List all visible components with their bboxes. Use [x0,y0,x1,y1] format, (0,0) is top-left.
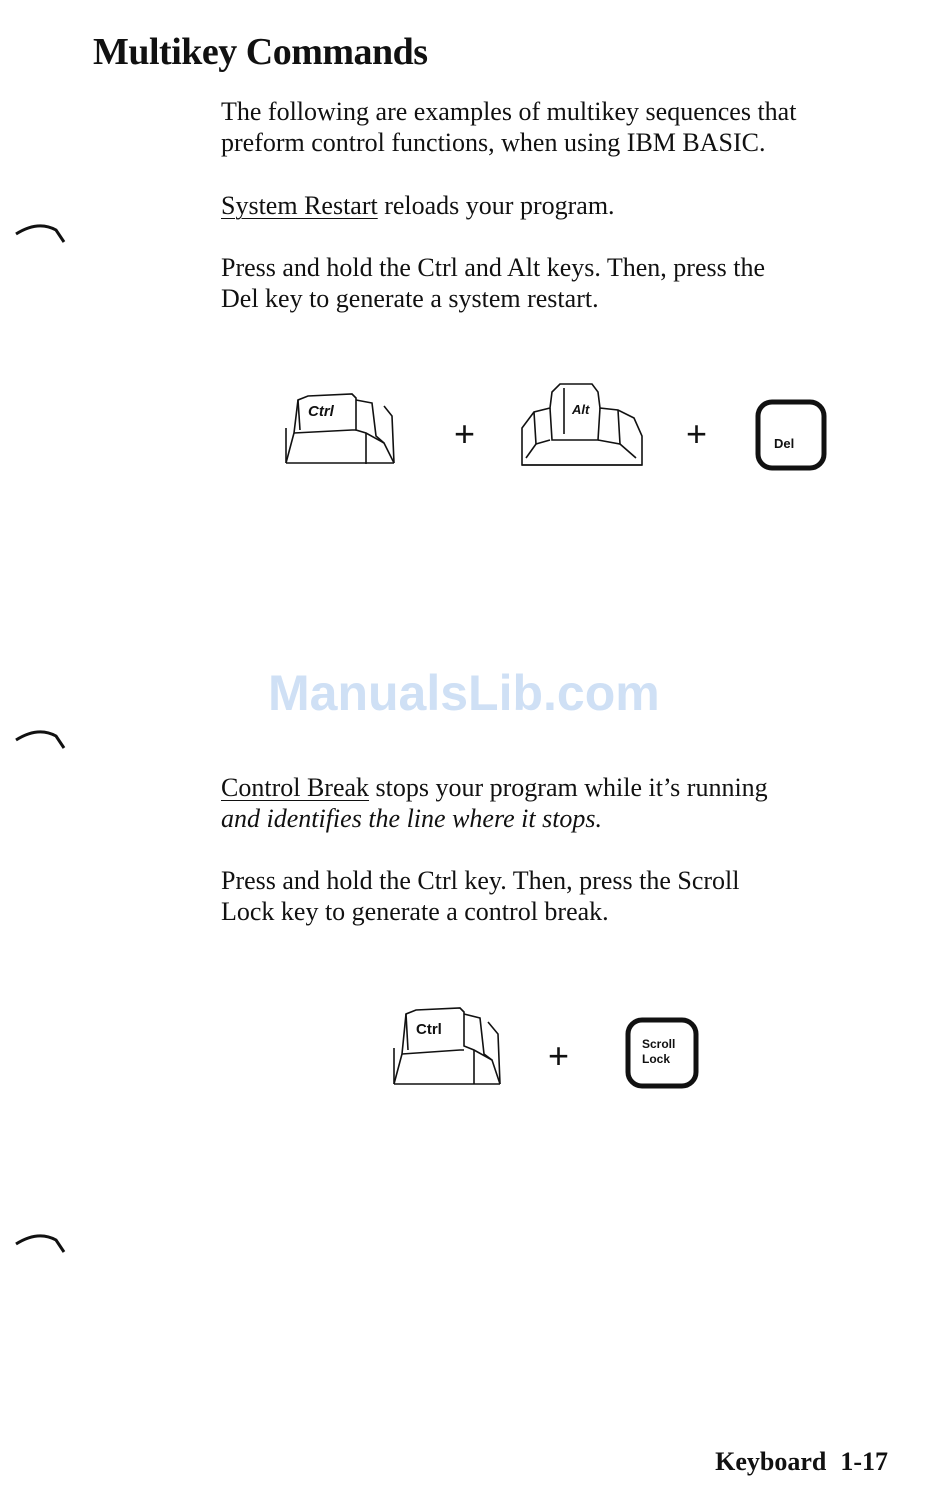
binder-hole-mark-3 [14,1228,68,1256]
control-break-key-diagram [388,1000,718,1100]
plus-sign: + [548,1035,570,1076]
system-restart-instr-line-1: Press and hold the Ctrl and Alt keys. Then, press the [221,253,766,282]
system-restart-key-diagram [280,378,840,478]
control-break-desc-line-2: and identifies the line where it stops. [221,804,603,833]
del-key-label: Del [774,436,795,451]
footer-page-number: 1-17 [840,1447,888,1476]
system-restart-instr-line-2: Del key to generate a system restart. [221,284,599,313]
control-break-instructions [221,865,901,927]
plus-sign-2: + [686,413,708,454]
binder-hole-mark-2 [14,724,68,752]
intro-paragraph [221,96,901,158]
system-restart-desc-text: reloads your program. [377,191,615,220]
page-footer [715,1447,888,1477]
ctrl-key-icon [394,1008,500,1084]
watermark: ManualsLib.com [268,665,660,721]
intro-line-1: The following are examples of multikey sequences that [221,97,797,126]
intro-line-2: preform control functions, when using IBM BASIC. [221,128,766,157]
control-break-instr-line-2: Lock key to generate a control break. [221,897,609,926]
del-key-icon [758,402,824,468]
system-restart-instructions [221,252,901,314]
page-title: Multikey Commands [93,31,428,73]
scroll-lock-key-label-line-1: Scroll [642,1037,676,1051]
alt-key-icon [522,384,642,465]
control-break-term: Control Break [221,773,370,802]
control-break-instr-line-1: Press and hold the Ctrl key. Then, press the Scroll [221,866,740,895]
ctrl-key-icon [286,394,394,464]
system-restart-description [221,190,901,221]
footer-section: Keyboard [715,1447,827,1476]
ctrl-key-label: Ctrl [416,1021,442,1038]
system-restart-term: System Restart [221,191,378,220]
scroll-lock-key-label-line-2: Lock [642,1052,671,1066]
plus-sign-1: + [454,413,476,454]
scroll-lock-key-icon [628,1020,696,1086]
binder-hole-mark-1 [14,218,68,246]
control-break-desc-text: stops your program while it’s running [369,773,768,802]
ctrl-key-label: Ctrl [308,403,334,420]
control-break-description [221,772,901,834]
alt-key-label: Alt [572,402,590,417]
